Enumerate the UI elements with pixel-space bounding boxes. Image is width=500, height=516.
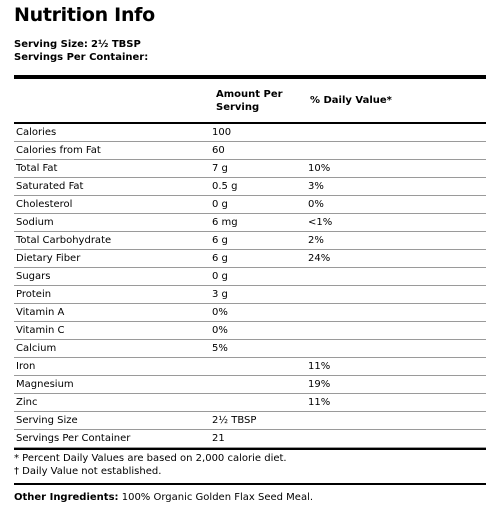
daily-value-cell: 11%	[306, 394, 486, 412]
table-row	[14, 232, 486, 250]
other-ingredients	[14, 492, 313, 503]
nutrient-name: Cholesterol	[14, 196, 210, 214]
amount-header-line2: Serving	[216, 102, 260, 113]
nutrient-name: Serving Size	[14, 412, 210, 430]
footnote-not-established: † Daily Value not established.	[14, 466, 162, 477]
table-row	[14, 340, 486, 358]
amount-cell: 21	[210, 430, 306, 448]
daily-value-cell	[306, 124, 486, 142]
serving-info	[14, 38, 148, 64]
daily-value-cell	[306, 340, 486, 358]
nutrient-name: Magnesium	[14, 376, 210, 394]
table-row	[14, 304, 486, 322]
servings-per-container-line	[14, 51, 148, 64]
amount-header	[216, 88, 283, 114]
daily-value-cell: <1%	[306, 214, 486, 232]
table-row	[14, 430, 486, 448]
amount-cell: 6 mg	[210, 214, 306, 232]
table-row	[14, 250, 486, 268]
daily-value-cell	[306, 286, 486, 304]
table-row	[14, 358, 486, 376]
amount-cell	[210, 376, 306, 394]
daily-value-cell: 19%	[306, 376, 486, 394]
table-row	[14, 142, 486, 160]
daily-value-cell: 11%	[306, 358, 486, 376]
nutrient-name: Calories from Fat	[14, 142, 210, 160]
table-row	[14, 268, 486, 286]
servings-per-container-label: Servings Per Container:	[14, 52, 149, 63]
table-row	[14, 214, 486, 232]
footer-divider	[14, 483, 486, 485]
other-ingredients-label: Other Ingredients:	[14, 492, 119, 503]
amount-cell: 0 g	[210, 196, 306, 214]
nutrient-name: Protein	[14, 286, 210, 304]
table-row	[14, 196, 486, 214]
table-row	[14, 178, 486, 196]
amount-cell: 2½ TBSP	[210, 412, 306, 430]
amount-cell: 0 g	[210, 268, 306, 286]
daily-value-cell: 3%	[306, 178, 486, 196]
nutrition-table	[14, 124, 486, 448]
amount-cell: 7 g	[210, 160, 306, 178]
nutrient-name: Zinc	[14, 394, 210, 412]
daily-value-header: % Daily Value*	[310, 95, 392, 106]
daily-value-cell	[306, 304, 486, 322]
daily-value-cell	[306, 322, 486, 340]
nutrient-name: Sodium	[14, 214, 210, 232]
nutrient-name: Saturated Fat	[14, 178, 210, 196]
daily-value-cell	[306, 430, 486, 448]
nutrient-name: Vitamin C	[14, 322, 210, 340]
daily-value-cell	[306, 142, 486, 160]
nutrient-name: Total Fat	[14, 160, 210, 178]
amount-cell	[210, 394, 306, 412]
nutrient-name: Calcium	[14, 340, 210, 358]
amount-cell: 0%	[210, 304, 306, 322]
serving-size-value: 2½ TBSP	[91, 39, 141, 50]
page-title: Nutrition Info	[14, 4, 155, 26]
table-row	[14, 124, 486, 142]
amount-cell: 6 g	[210, 250, 306, 268]
table-row	[14, 394, 486, 412]
nutrient-name: Servings Per Container	[14, 430, 210, 448]
daily-value-cell: 24%	[306, 250, 486, 268]
amount-cell: 100	[210, 124, 306, 142]
table-header	[14, 88, 486, 122]
table-row	[14, 322, 486, 340]
table-row	[14, 376, 486, 394]
nutrient-name: Calories	[14, 124, 210, 142]
amount-cell: 3 g	[210, 286, 306, 304]
amount-cell: 5%	[210, 340, 306, 358]
nutrient-name: Vitamin A	[14, 304, 210, 322]
daily-value-cell: 2%	[306, 232, 486, 250]
daily-value-cell: 10%	[306, 160, 486, 178]
daily-value-cell	[306, 412, 486, 430]
nutrient-name: Dietary Fiber	[14, 250, 210, 268]
daily-value-cell	[306, 268, 486, 286]
footnote-daily-values: * Percent Daily Values are based on 2,000 calorie diet.	[14, 453, 287, 464]
amount-cell	[210, 358, 306, 376]
nutrient-name: Total Carbohydrate	[14, 232, 210, 250]
amount-cell: 6 g	[210, 232, 306, 250]
table-bottom-divider	[14, 448, 486, 450]
top-divider	[14, 75, 486, 79]
amount-cell: 0.5 g	[210, 178, 306, 196]
amount-header-line1: Amount Per	[216, 89, 283, 100]
amount-cell: 60	[210, 142, 306, 160]
table-row	[14, 412, 486, 430]
daily-value-cell: 0%	[306, 196, 486, 214]
serving-size-label: Serving Size:	[14, 39, 88, 50]
table-row	[14, 160, 486, 178]
amount-cell: 0%	[210, 322, 306, 340]
nutrient-name: Sugars	[14, 268, 210, 286]
footnotes	[14, 452, 287, 478]
other-ingredients-value: 100% Organic Golden Flax Seed Meal.	[121, 492, 314, 503]
table-row	[14, 286, 486, 304]
nutrient-name: Iron	[14, 358, 210, 376]
serving-size-line	[14, 38, 148, 51]
